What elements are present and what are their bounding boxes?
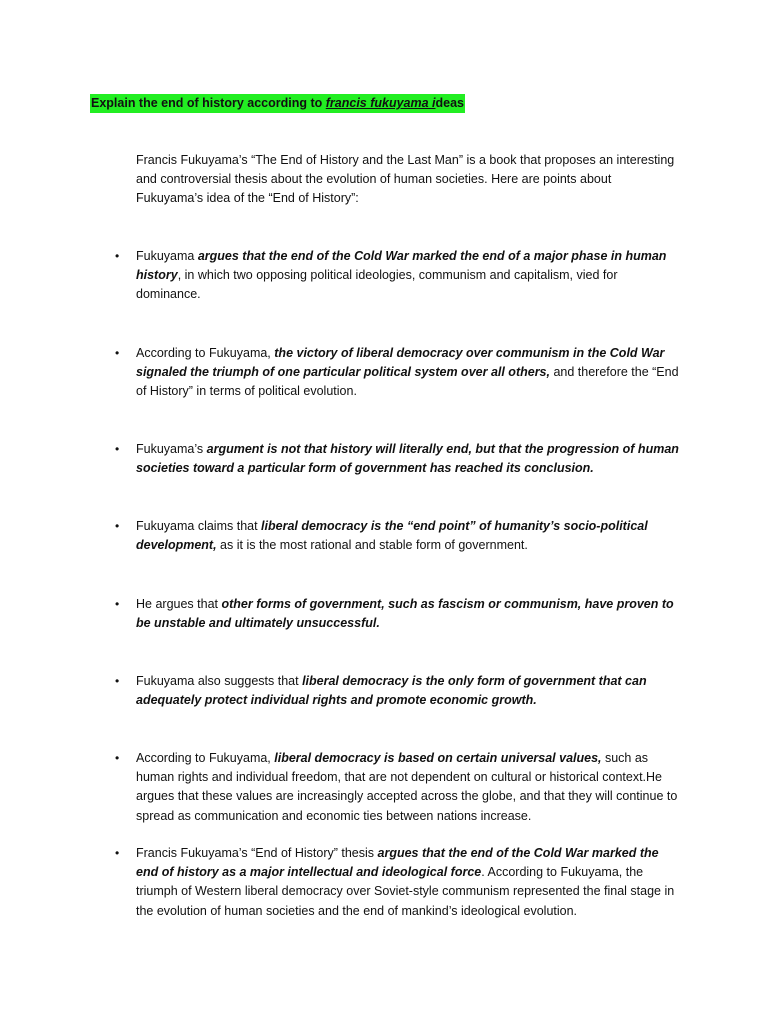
bullet-item: [115, 672, 681, 710]
bullet-icon: •: [115, 346, 120, 360]
bullet-lead: According to Fukuyama,: [136, 751, 275, 765]
bullet-icon: •: [115, 751, 120, 765]
bullet-tail: . According to Fukuyama, the triumph of Western liberal democracy over Soviet-style communism represented the final stage in the evolution of human societies and the end of mankind’s ideological evolution.: [136, 865, 675, 918]
bullet-tail: such as human rights and individual freedom, that are not dependent on cultural or historical context.He argues that these values are increasingly accepted across the globe, and that they will continue to spread as communication and economic ties between nations increase.: [136, 751, 678, 823]
bullet-emphasis: the victory of liberal democracy over communism in the Cold War signaled the triumph of one particular political system over all others,: [136, 346, 665, 380]
bullet-icon: •: [115, 597, 120, 611]
bullet-lead: Fukuyama also suggests that: [136, 674, 303, 688]
bullet-lead: Francis Fukuyama’s “End of History” thesis: [136, 846, 378, 860]
bullet-icon: •: [115, 846, 120, 860]
bullet-emphasis: liberal democracy is the only form of government that can adequately protect individual rights and promote economic growth.: [136, 674, 647, 708]
bullet-item: [115, 440, 681, 478]
bullet-tail: , in which two opposing political ideologies, communism and capitalism, vied for dominance.: [136, 268, 618, 302]
bullet-icon: •: [115, 674, 120, 688]
bullet-lead: According to Fukuyama,: [136, 346, 275, 360]
question-heading: [90, 94, 465, 113]
bullet-emphasis: other forms of government, such as fascism or communism, have proven to be unstable and ultimately unsuccessful.: [136, 597, 674, 631]
bullet-tail: as it is the most rational and stable form of government.: [216, 538, 528, 553]
bullet-emphasis: argument is not that history will literally end, but that the progression of human societies toward a particular form of government has reached its conclusion.: [136, 442, 679, 476]
bullet-icon: •: [115, 519, 120, 533]
bullet-item: [115, 344, 681, 402]
bullet-lead: Fukuyama’s: [136, 442, 207, 456]
bullet-item: [115, 517, 681, 555]
bullet-lead: Fukuyama claims that: [136, 519, 262, 533]
bullet-lead: Fukuyama: [136, 249, 198, 263]
bullet-item: [115, 247, 681, 305]
bullet-item: [115, 749, 681, 826]
bullet-icon: •: [115, 442, 120, 456]
bullet-tail: and therefore the “End of History” in terms of political evolution.: [136, 365, 679, 399]
bullet-item: [115, 844, 681, 921]
bullet-item: [115, 595, 681, 633]
bullet-lead: He argues that: [136, 597, 222, 611]
heading-suffix: deas: [435, 96, 465, 110]
heading-emphasis: francis fukuyama i: [325, 96, 436, 110]
bullet-emphasis: liberal democracy is based on certain universal values,: [274, 751, 602, 765]
bullet-emphasis: argues that the end of the Cold War marked the end of a major phase in human history: [136, 249, 667, 283]
heading-prefix: Explain the end of history according to: [91, 96, 326, 110]
intro-paragraph: Francis Fukuyama’s “The End of History and the Last Man” is a book that proposes an interesting and controversial thesis about the evolution of human societies. Here are points about Fukuyama’s idea of the “End of History”:: [136, 153, 675, 205]
bullet-emphasis: argues that the end of the Cold War marked the end of history as a major intellectual and ideological force: [136, 846, 659, 880]
bullet-icon: •: [115, 249, 120, 263]
bullet-emphasis: liberal democracy is the “end point” of humanity’s socio-political development,: [136, 519, 648, 553]
